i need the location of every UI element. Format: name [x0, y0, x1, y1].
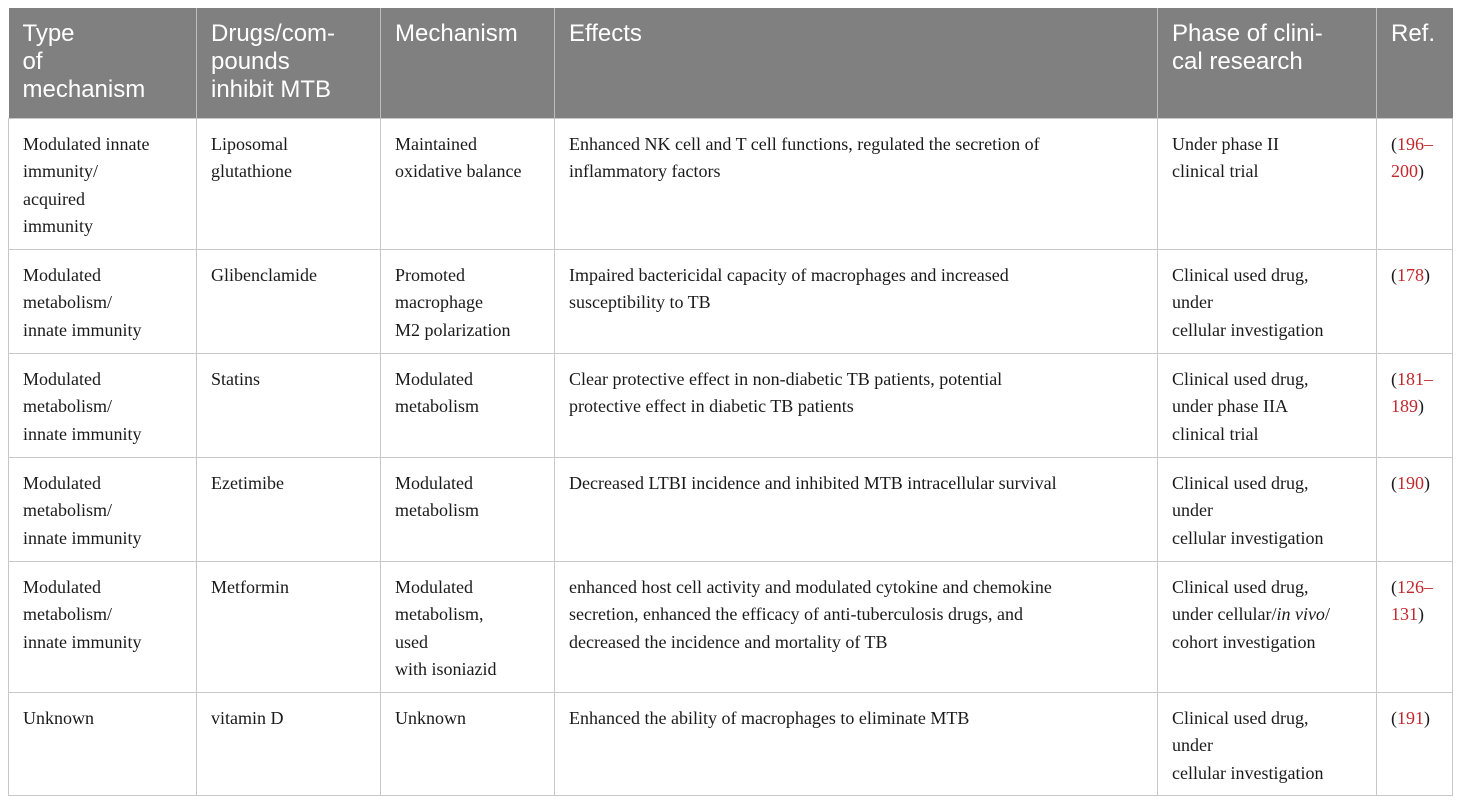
table-row [9, 118, 1453, 249]
table-row [9, 249, 1453, 353]
header-type: Type of mechanism [9, 8, 197, 118]
cell-effects: enhanced host cell activity and modulated cytokine and chemokine secretion, enhanced the efficacy of anti-tuberculosis drugs, and decreased the incidence and mortality of TB [555, 561, 1158, 692]
header-phase: Phase of clini- cal research [1158, 8, 1377, 118]
cell-ref [1377, 457, 1453, 561]
cell-ref [1377, 692, 1453, 795]
header-effects: Effects [555, 8, 1158, 118]
ref-close-paren: ) [1424, 707, 1430, 728]
cell-mechanism: Modulated metabolism, used with isoniazid [381, 561, 555, 692]
cell-drug: Glibenclamide [197, 249, 381, 353]
cell-type: Unknown [9, 692, 197, 795]
cell-drug: vitamin D [197, 692, 381, 795]
cell-ref [1377, 249, 1453, 353]
cell-type: Modulated innate immunity/ acquired immunity [9, 118, 197, 249]
cell-ref [1377, 561, 1453, 692]
cell-drug: Metformin [197, 561, 381, 692]
cell-type: Modulated metabolism/ innate immunity [9, 457, 197, 561]
cell-effects: Clear protective effect in non-diabetic TB patients, potential protective effect in diabetic TB patients [555, 353, 1158, 457]
cell-ref [1377, 353, 1453, 457]
phase-text-b: / cohort investigation [1172, 604, 1330, 652]
phase-italic: in vivo [1276, 604, 1325, 624]
table-body [9, 118, 1453, 795]
phase-text-a: Clinical used drug, under cellular/ [1172, 576, 1309, 624]
cell-phase: Under phase II clinical trial [1158, 118, 1377, 249]
ref-close-paren: ) [1418, 161, 1424, 181]
cell-mechanism: Promoted macrophage M2 polarization [381, 249, 555, 353]
ref-open-paren: ( [1391, 133, 1397, 154]
table-row [9, 692, 1453, 795]
table-header [9, 8, 1453, 118]
ref-link[interactable]: 190 [1397, 472, 1424, 493]
ref-close-paren: ) [1424, 472, 1430, 493]
table-row [9, 457, 1453, 561]
cell-drug: Ezetimibe [197, 457, 381, 561]
cell-effects: Enhanced the ability of macrophages to eliminate MTB [555, 692, 1158, 795]
ref-open-paren: ( [1391, 264, 1397, 285]
cell-type: Modulated metabolism/ innate immunity [9, 353, 197, 457]
cell-phase: Clinical used drug, under cellular investigation [1158, 692, 1377, 795]
cell-ref [1377, 118, 1453, 249]
table-row [9, 561, 1453, 692]
ref-close-paren: ) [1424, 264, 1430, 285]
ref-link[interactable]: 181– 189 [1391, 368, 1433, 416]
ref-link[interactable]: 178 [1397, 264, 1424, 285]
ref-link[interactable]: 196– 200 [1391, 133, 1433, 181]
cell-mechanism: Modulated metabolism [381, 353, 555, 457]
ref-link[interactable]: 126– 131 [1391, 576, 1433, 624]
cell-mechanism: Maintained oxidative balance [381, 118, 555, 249]
header-mechanism: Mechanism [381, 8, 555, 118]
ref-open-paren: ( [1391, 472, 1397, 493]
cell-phase: Clinical used drug, under cellular investigation [1158, 249, 1377, 353]
header-drugs: Drugs/com- pounds inhibit MTB [197, 8, 381, 118]
cell-mechanism: Unknown [381, 692, 555, 795]
ref-open-paren: ( [1391, 707, 1397, 728]
ref-open-paren: ( [1391, 368, 1397, 389]
cell-phase: Clinical used drug, under cellular investigation [1158, 457, 1377, 561]
ref-close-paren: ) [1418, 396, 1424, 416]
table-row [9, 353, 1453, 457]
cell-mechanism: Modulated metabolism [381, 457, 555, 561]
ref-close-paren: ) [1418, 604, 1424, 624]
ref-link[interactable]: 191 [1397, 707, 1424, 728]
cell-phase: Clinical used drug, under phase IIA clinical trial [1158, 353, 1377, 457]
cell-effects: Decreased LTBI incidence and inhibited MTB intracellular survival [555, 457, 1158, 561]
cell-type: Modulated metabolism/ innate immunity [9, 561, 197, 692]
drug-table [8, 8, 1453, 796]
ref-open-paren: ( [1391, 576, 1397, 597]
cell-phase [1158, 561, 1377, 692]
cell-drug: Statins [197, 353, 381, 457]
header-ref: Ref. [1377, 8, 1453, 118]
cell-effects: Impaired bactericidal capacity of macrophages and increased susceptibility to TB [555, 249, 1158, 353]
cell-drug: Liposomal glutathione [197, 118, 381, 249]
cell-effects: Enhanced NK cell and T cell functions, regulated the secretion of inflammatory factors [555, 118, 1158, 249]
cell-type: Modulated metabolism/ innate immunity [9, 249, 197, 353]
header-row [9, 8, 1453, 118]
